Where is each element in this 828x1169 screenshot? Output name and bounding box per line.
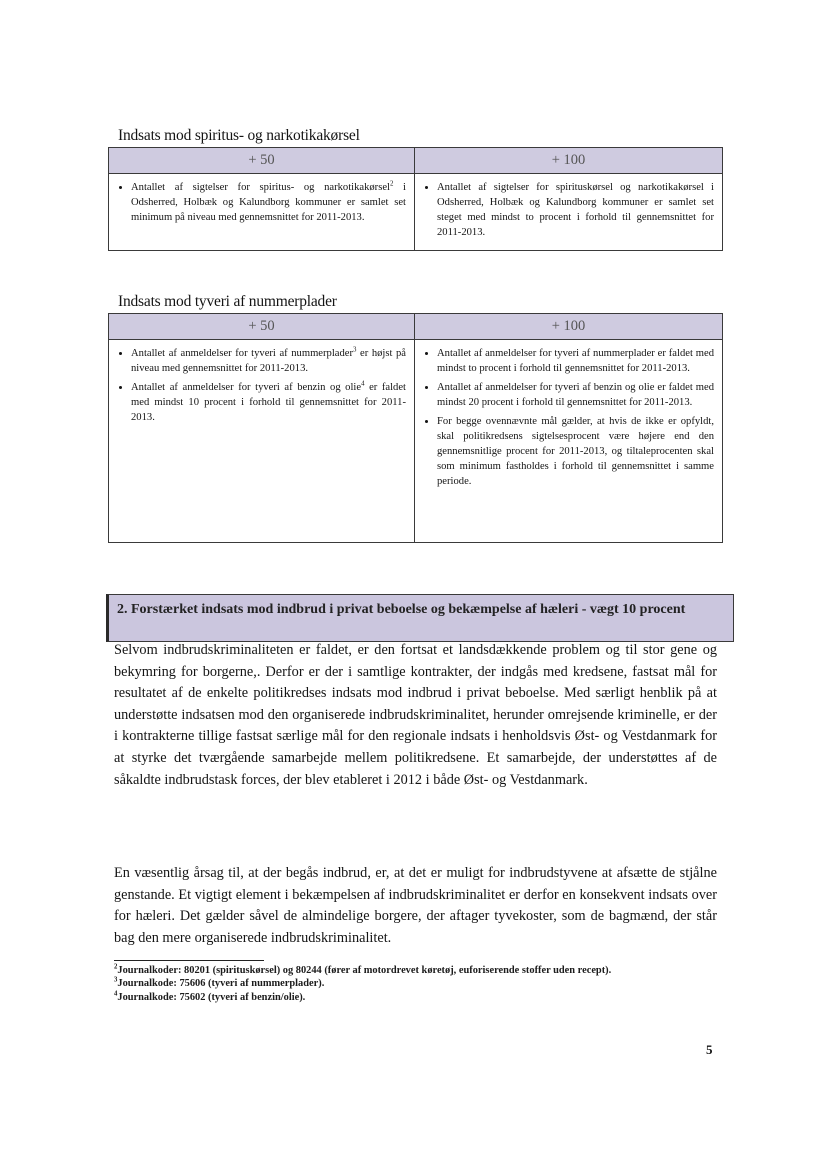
- goal-item: • Antallet af anmeldelser for tyveri af benzin og olie er faldet med mindst 20 procent i forhold til gennemsnittet for 2011-2013.: [437, 380, 714, 410]
- section-heading-indbrud: 2. Forstærket indsats mod indbrud i privat beboelse og bekæmpelse af hæleri - vægt 10 procent: [106, 594, 734, 642]
- section-title-spiritus: Indsats mod spiritus- og narkotikakørsel: [118, 127, 360, 144]
- column-header-50: + 50: [109, 148, 415, 174]
- footnote: $^3$Journalkode: 75606 (tyveri af nummerplader).: [114, 976, 325, 990]
- goal-item: • Antallet af anmeldelser for tyveri af benzin og olie$^4$ er faldet med mindst 10 procent i forhold til gennemsnittet for 2011-2013.: [131, 380, 406, 425]
- goal-cell-100: [415, 174, 723, 251]
- footnote-divider: [114, 960, 264, 961]
- goal-table-spiritus: [108, 147, 723, 251]
- goal-item: • For begge ovennævnte mål gælder, at hvis de ikke er opfyldt, skal politikredsens sigtelsesprocent være højere end den gennemsnitlige procent for 2011-2013, og tiltaleprocenten skal som minimum fastholdes i forhold til gennemsnittet i samme periode.: [437, 414, 714, 489]
- goal-item: • Antallet af anmeldelser for tyveri af nummerplader er faldet med mindst to procent i forhold til gennemsnittet for 2011-2013.: [437, 346, 714, 376]
- goal-item: • Antallet af sigtelser for spirituskørsel og narkotikakørsel i Odsherred, Holbæk og Kalundborg kommuner er samlet set steget med mindst to procent i forhold til gennemsnittet for 2011-2013.: [437, 180, 714, 240]
- body-paragraph: Selvom indbrudskriminaliteten er faldet, er den fortsat et landsdækkende problem og til stor gene og bekymring for borgerne,. Derfor er der i samtlige kontrakter, der indgås med kredsene, fastsat mål for resultatet af de enkelte politikredses indsats mod indbrud i privat beboelse. Med særligt henblik på at understøtte indsatsen mod den organiserede indbrudskriminalitet, herunder omrejsende kriminelle, er der i kontrakterne tillige fastsat særlige mål for den regionale indsats i henholdsvis Øst- og Vestdanmark for at styrke det tværgående samarbejde mellem politikredsene. Et samarbejde, der understøttes af de såkaldte indbrudstask forces, der blev etableret i 2012 i både Øst- og Vestdanmark.: [114, 642, 717, 788]
- goal-cell-50: [109, 340, 415, 543]
- goal-cell-50: [109, 174, 415, 251]
- goal-item: • Antallet af anmeldelser for tyveri af nummerplader$^3$ er højst på niveau med gennemsnittet for 2011-2013.: [131, 346, 406, 376]
- footnote: $^4$Journalkode: 75602 (tyveri af benzin/olie).: [114, 990, 306, 1003]
- footnotes: [114, 964, 724, 1004]
- goal-cell-100: [415, 340, 723, 543]
- body-paragraph: En væsentlig årsag til, at der begås indbrud, er, at det er muligt for indbrudstyvene at afsætte de stjålne genstande. Et vigtigt element i bekæmpelsen af indbrudskriminalitet er derfor en konsekvent indsats over for hæleri. Det gælder såvel de almindelige borgere, der aftager tyvekoster, som de bagmænd, der står bag den mere organiserede indbrudskriminalitet.: [114, 865, 717, 946]
- goal-table-nummerplader: [108, 313, 723, 543]
- section-title-nummerplader: Indsats mod tyveri af nummerplader: [118, 293, 337, 310]
- footnote: $^2$Journalkoder: 80201 (spirituskørsel) og 80244 (fører af motordrevet køretøj, euforiserende stoffer uden recept).: [114, 963, 612, 976]
- goal-item: • Antallet af sigtelser for spiritus- og narkotikakørsel$^2$ i Odsherred, Holbæk og Kalundborg kommuner er samlet set minimum på niveau med gennemsnittet for 2011-2013.: [131, 180, 406, 225]
- column-header-100: + 100: [415, 148, 723, 174]
- column-header-100: + 100: [415, 314, 723, 340]
- column-header-50: + 50: [109, 314, 415, 340]
- page-number: 5: [706, 1042, 713, 1057]
